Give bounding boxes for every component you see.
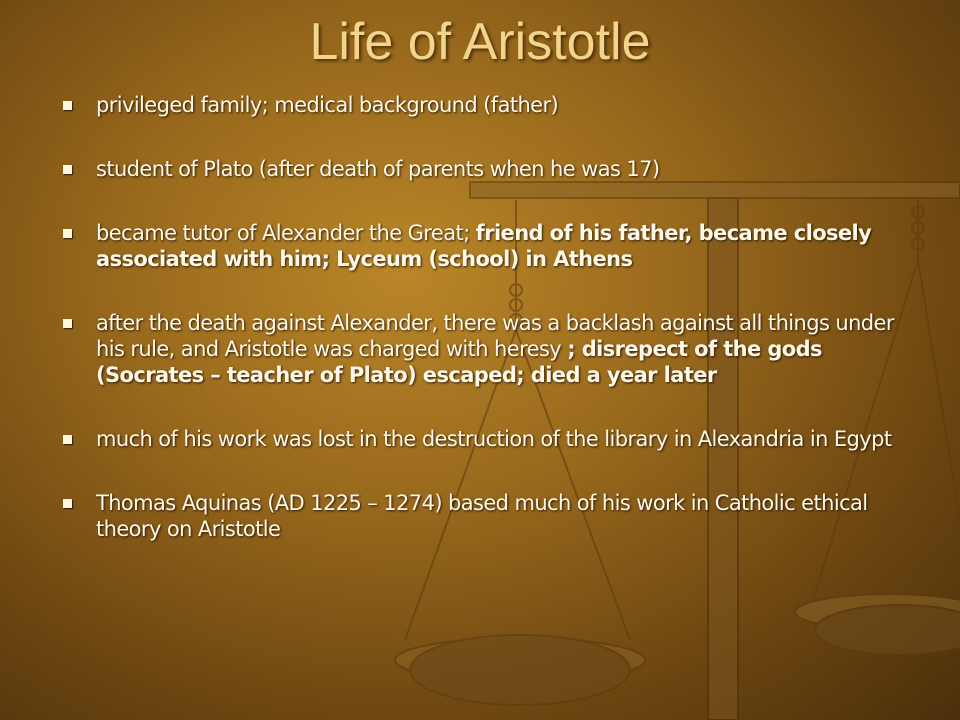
bullet-text: student of Plato (after death of parents when he was 17) [96, 157, 660, 181]
bullet-item [60, 426, 920, 452]
bullet-item [60, 92, 920, 118]
square-bullet-icon [63, 165, 72, 174]
square-bullet-icon [63, 499, 72, 508]
bullet-list [60, 92, 920, 580]
square-bullet-icon [63, 229, 72, 238]
bullet-item [60, 220, 920, 272]
bullet-text: much of his work was lost in the destruction of the library in Alexandria in Egypt [96, 427, 892, 451]
square-bullet-icon [63, 435, 72, 444]
bullet-item [60, 156, 920, 182]
bullet-text-bold: friend of his father, became closely associated with him; Lyceum (school) in Athens [96, 221, 872, 271]
bullet-text-bold: ; disrepect of the gods (Socrates – teacher of Plato) escaped; died a year later [96, 337, 822, 387]
bullet-text: after the death against Alexander, there was a backlash against all things under his rule, and Aristotle was charged with heresy [96, 311, 894, 361]
slide-title: Life of Aristotle [309, 13, 651, 71]
bullet-item [60, 490, 920, 542]
square-bullet-icon [63, 319, 72, 328]
square-bullet-icon [63, 101, 72, 110]
bullet-text: privileged family; medical background (father) [96, 93, 559, 117]
bullet-text: became tutor of Alexander the Great; [96, 221, 476, 245]
bullet-text: Thomas Aquinas (AD 1225 – 1274) based much of his work in Catholic ethical theory on Aristotle [96, 491, 868, 541]
bullet-item [60, 310, 920, 388]
